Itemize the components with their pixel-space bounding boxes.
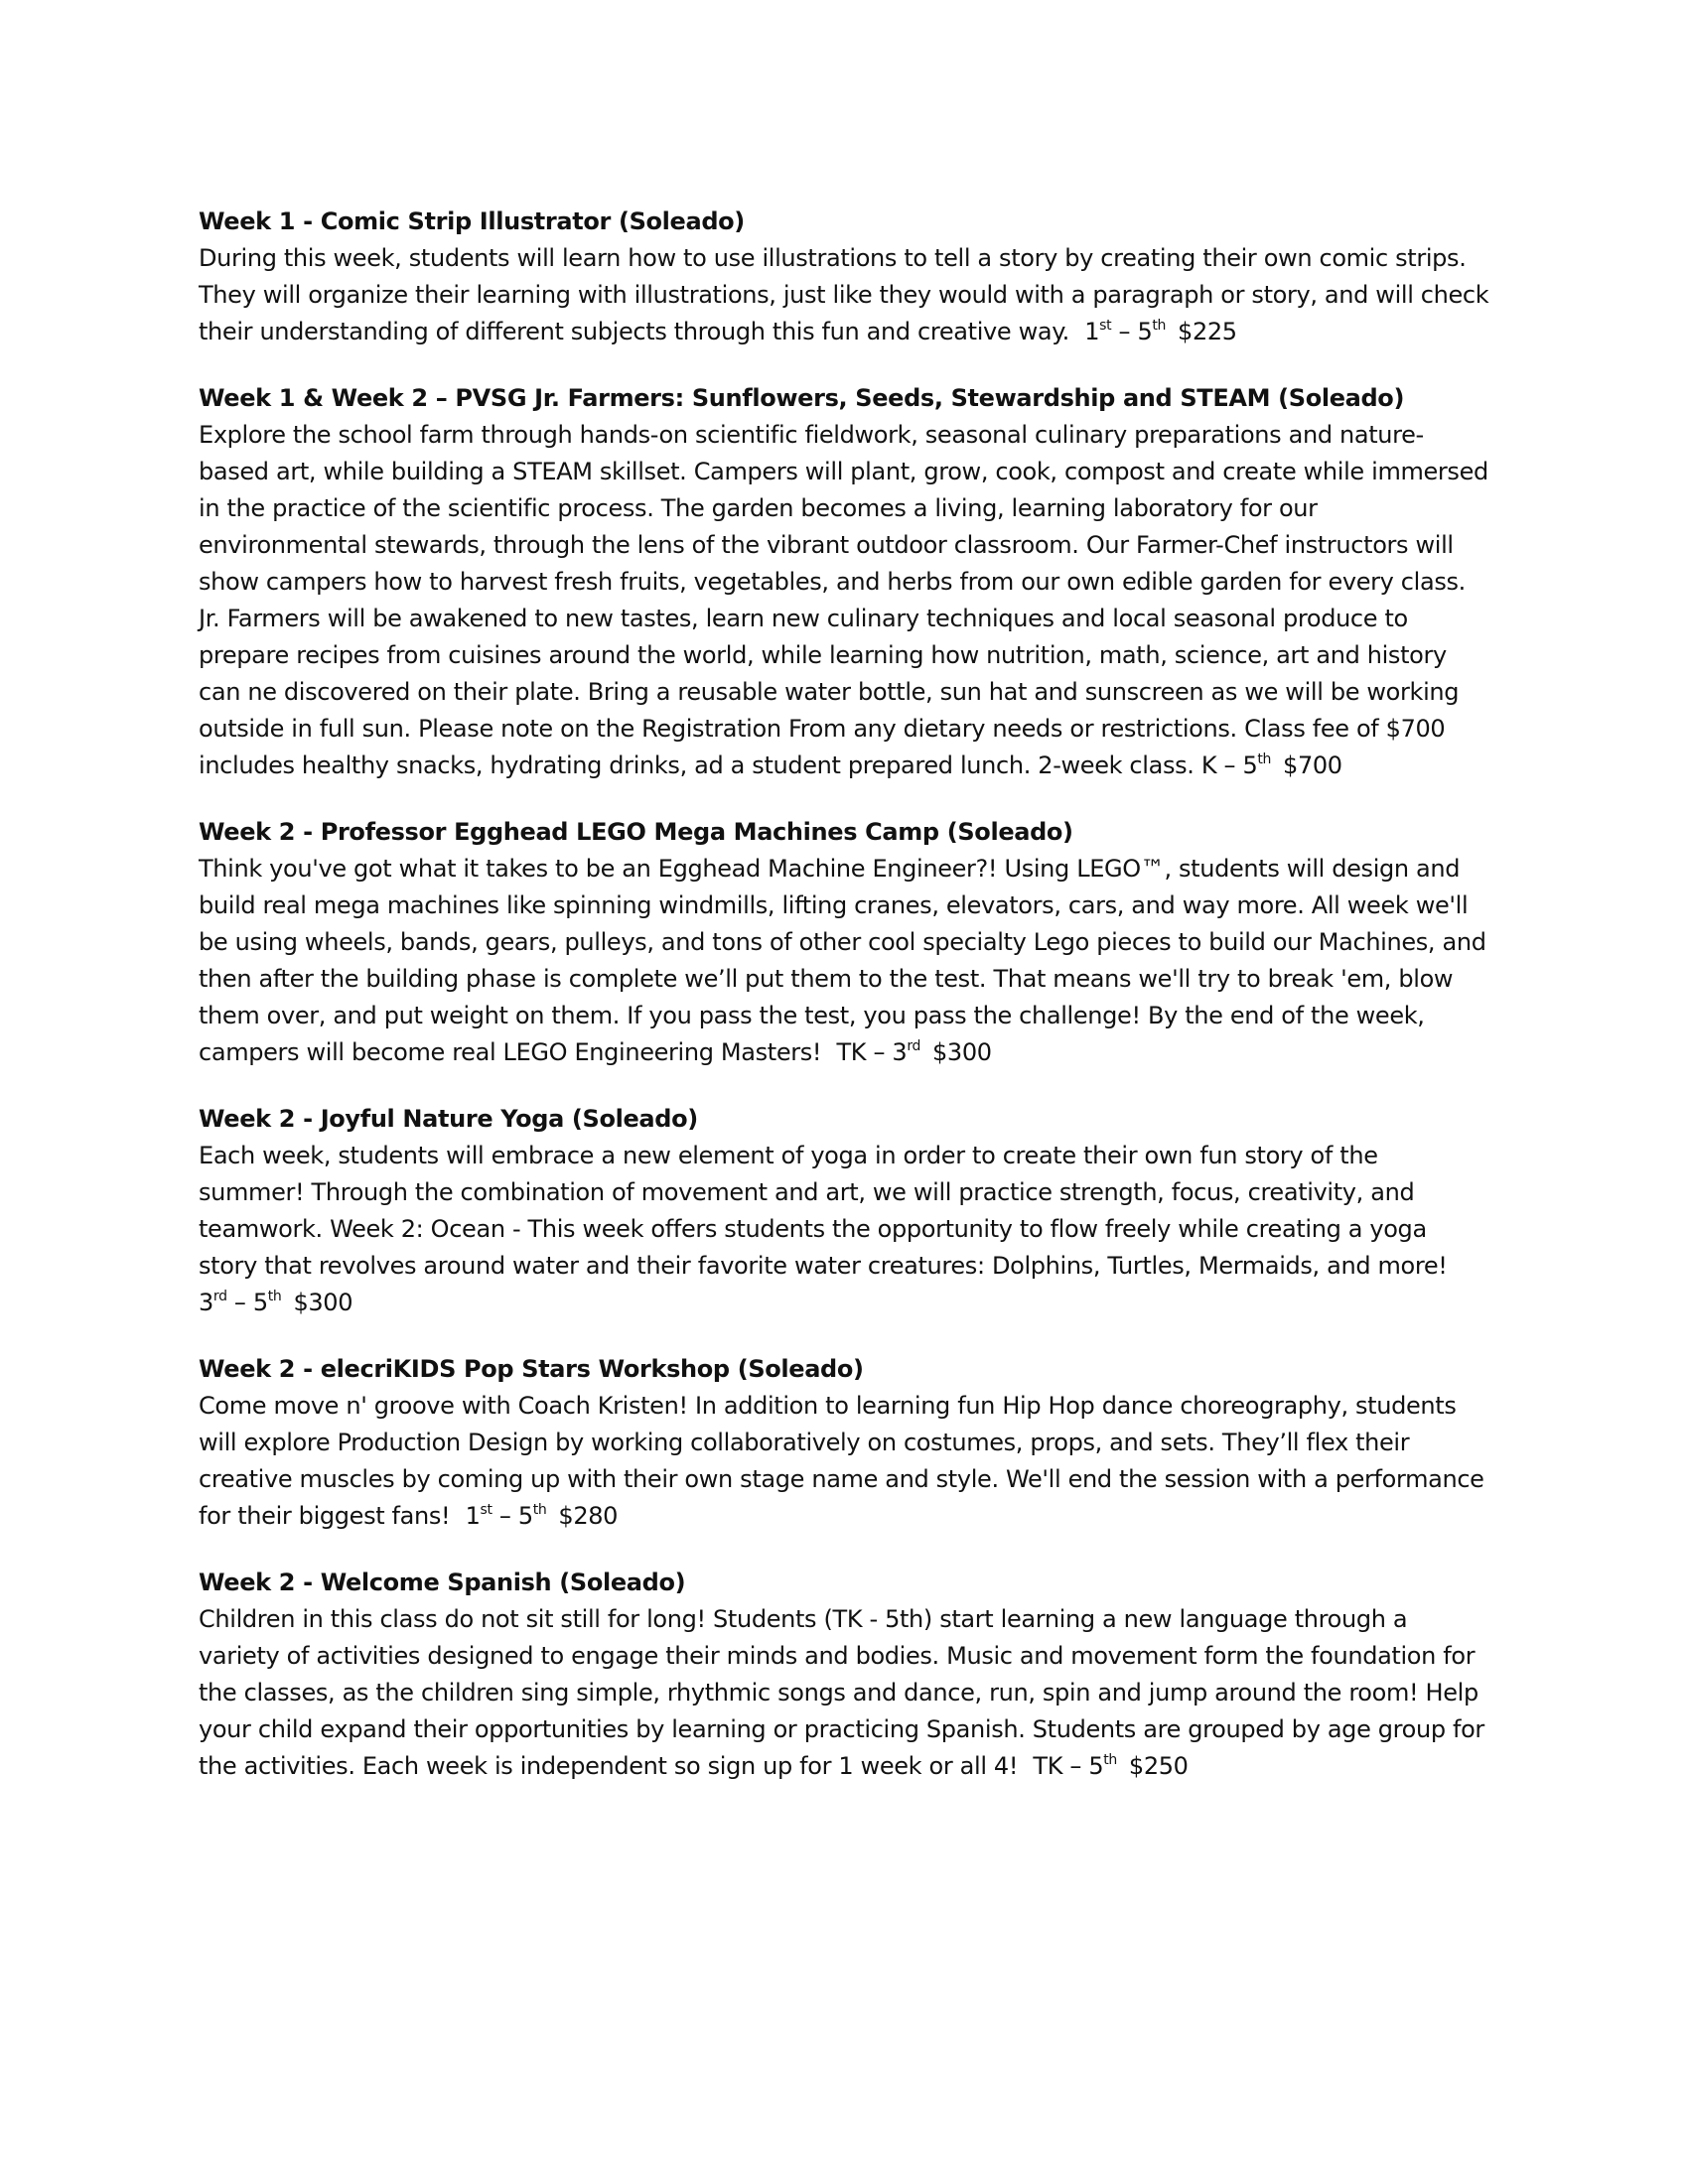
grade-dash: – bbox=[1118, 318, 1131, 345]
grade-end: 5 bbox=[252, 1289, 268, 1316]
grade-end: 5 bbox=[1242, 751, 1258, 779]
section-body bbox=[199, 240, 1489, 350]
section-title: Week 1 & Week 2 – PVSG Jr. Farmers: Sunflowers, Seeds, Stewardship and STEAM (Soleado) bbox=[199, 384, 1405, 412]
grade-start-suffix: st bbox=[1099, 318, 1112, 334]
grade-end-suffix: th bbox=[1152, 318, 1167, 334]
grade-price-line bbox=[1076, 318, 1237, 345]
section-description: Explore the school farm through hands-on scientific fieldwork, seasonal culinary preparations and nature-based art, while building a STEAM skillset. Campers will plant, grow, cook, compost and create while immersed in the practice of the scientific process. The garden becomes a living, learning laboratory for our environmental stewards, through the lens of the vibrant outdoor classroom. Our Farmer-Chef instructors will show campers how to harvest fresh fruits, vegetables, and herbs from our own edible garden for every class. Jr. Farmers will be awakened to new tastes, learn new culinary techniques and local seasonal produce to prepare recipes from cuisines around the world, while learning how nutrition, math, science, art and history can ne discovered on their plate. Bring a reusable water bottle, sun hat and sunscreen as we will be working outside in full sun. Please note on the Registration From any dietary needs or restrictions. Class fee of $700 includes healthy snacks, hydrating drinks, ad a student prepared lunch. 2-week class. bbox=[199, 421, 1488, 779]
grade-dash: – bbox=[1223, 751, 1236, 779]
section-pop-stars-workshop bbox=[199, 1351, 1489, 1535]
grade-start: TK bbox=[836, 1038, 867, 1066]
grade-end: 5 bbox=[1137, 318, 1153, 345]
grade-start-suffix: st bbox=[480, 1502, 492, 1518]
section-comic-strip-illustrator bbox=[199, 204, 1489, 350]
grade-end-suffix: th bbox=[1103, 1752, 1117, 1768]
section-body bbox=[199, 1138, 1489, 1321]
grade-start: TK bbox=[1033, 1752, 1063, 1780]
grade-start: 1 bbox=[465, 1502, 481, 1530]
section-title: Week 2 - Professor Egghead LEGO Mega Machines Camp (Soleado) bbox=[199, 818, 1073, 846]
grade-end-suffix: th bbox=[1257, 751, 1272, 767]
price: $300 bbox=[932, 1038, 992, 1066]
grade-end: 5 bbox=[1088, 1752, 1104, 1780]
grade-end-suffix: th bbox=[532, 1502, 547, 1518]
section-body bbox=[199, 1601, 1489, 1785]
grade-end-suffix: th bbox=[267, 1289, 282, 1304]
grade-end: 5 bbox=[517, 1502, 533, 1530]
price: $280 bbox=[558, 1502, 619, 1530]
section-lego-mega-machines bbox=[199, 814, 1489, 1071]
grade-dash: – bbox=[498, 1502, 511, 1530]
grade-start-suffix: rd bbox=[212, 1289, 227, 1304]
grade-dash: – bbox=[1069, 1752, 1082, 1780]
section-jr-farmers bbox=[199, 380, 1489, 784]
grade-start: 1 bbox=[1084, 318, 1100, 345]
section-title: Week 1 - Comic Strip Illustrator (Soleado) bbox=[199, 207, 745, 235]
section-joyful-nature-yoga bbox=[199, 1101, 1489, 1321]
grade-price-line bbox=[1201, 751, 1342, 779]
section-welcome-spanish bbox=[199, 1565, 1489, 1785]
grade-price-line bbox=[1025, 1752, 1188, 1780]
grade-start: 3 bbox=[199, 1289, 213, 1316]
section-title: Week 2 - elecriKIDS Pop Stars Workshop (Soleado) bbox=[199, 1355, 864, 1383]
section-body bbox=[199, 851, 1489, 1071]
grade-end-suffix: rd bbox=[907, 1038, 921, 1054]
section-title: Week 2 - Welcome Spanish (Soleado) bbox=[199, 1569, 686, 1596]
price: $700 bbox=[1283, 751, 1342, 779]
grade-price-line bbox=[458, 1502, 619, 1530]
section-description: Each week, students will embrace a new element of yoga in order to create their own fun story of the summer! Through the combination of movement and art, we will practice strength, focus, creativity, and teamwork. Week 2: Ocean - This week offers students the opportunity to flow freely while creating a yoga story that revolves around water and their favorite water creatures: Dolphins, Turtles, Mermaids, and more! bbox=[199, 1142, 1448, 1280]
section-title: Week 2 - Joyful Nature Yoga (Soleado) bbox=[199, 1105, 698, 1133]
grade-price-line bbox=[828, 1038, 991, 1066]
section-description: Come move n' groove with Coach Kristen! In addition to learning fun Hip Hop dance choreography, students will explore Production Design by working collaboratively on costumes, props, and sets. They’ll flex their creative muscles by coming up with their own stage name and style. We'll end the session with a performance for their biggest fans! bbox=[199, 1392, 1484, 1530]
section-body bbox=[199, 1388, 1489, 1535]
grade-dash: – bbox=[233, 1289, 246, 1316]
section-description: Think you've got what it takes to be an Egghead Machine Engineer?! Using LEGO™, students will design and build real mega machines like spinning windmills, lifting cranes, elevators, cars, and way more. All week we'll be using wheels, bands, gears, pulleys, and tons of other cool specialty Lego pieces to build our Machines, and then after the building phase is complete we’ll put them to the test. That means we'll try to break 'em, blow them over, and put weight on them. If you pass the test, you pass the challenge! By the end of the week, campers will become real LEGO Engineering Masters! bbox=[199, 855, 1486, 1066]
grade-dash: – bbox=[873, 1038, 886, 1066]
section-body bbox=[199, 417, 1489, 784]
grade-start: K bbox=[1200, 751, 1217, 779]
document-page bbox=[199, 204, 1489, 1815]
grade-end: 3 bbox=[892, 1038, 908, 1066]
price: $250 bbox=[1128, 1752, 1189, 1780]
price: $225 bbox=[1178, 318, 1237, 345]
price: $300 bbox=[293, 1289, 353, 1316]
section-description: Children in this class do not sit still for long! Students (TK - 5th) start learning a new language through a variety of activities designed to engage their minds and bodies. Music and movement form the foundation for the classes, as the children sing simple, rhythmic songs and dance, run, spin and jump around the room! Help your child expand their opportunities by learning or practicing Spanish. Students are grouped by age group for the activities. Each week is independent so sign up for 1 week or all 4! bbox=[199, 1605, 1484, 1780]
section-description: During this week, students will learn how to use illustrations to tell a story by creating their own comic strips. They will organize their learning with illustrations, just like they would with a paragraph or story, and will check their understanding of different subjects through this fun and creative way. bbox=[199, 244, 1489, 345]
